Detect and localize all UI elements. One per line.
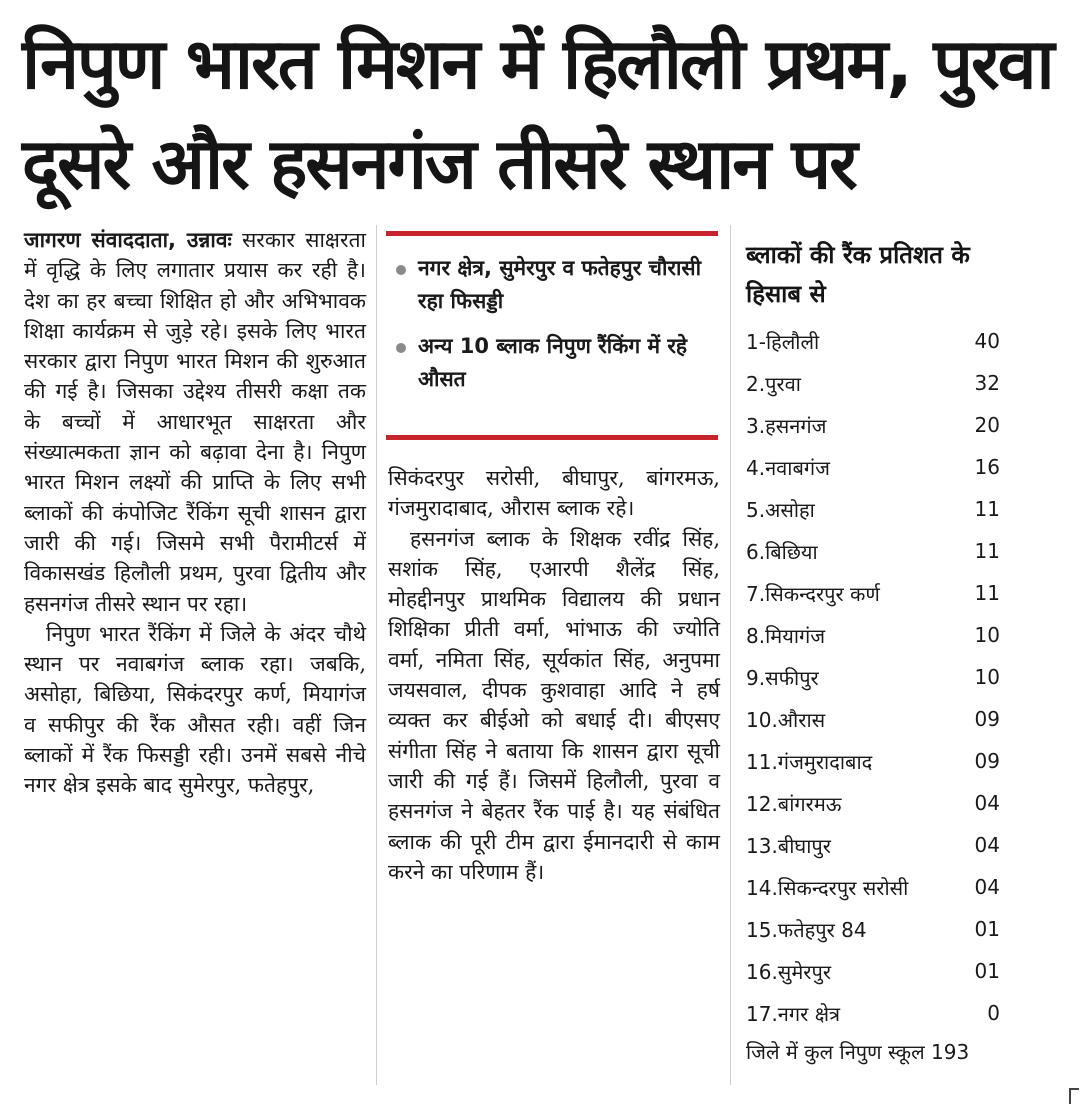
sidebar-title: ब्लाकों की रैंक प्रतिशत के हिसाब से xyxy=(746,241,970,308)
rank-row xyxy=(746,992,1006,1034)
rank-value: 09 xyxy=(974,707,1000,731)
rank-row xyxy=(746,446,1006,488)
article-paragraph-3: सिकंदरपुर सरोसी, बीघापुर, बांगरमऊ, गंजमुरादाबाद, औरास ब्लाक रहे। xyxy=(388,466,720,521)
rank-value: 04 xyxy=(974,833,1000,857)
rank-label: 2.पुरवा xyxy=(746,371,801,396)
rank-value: 11 xyxy=(974,497,1000,521)
rank-label: 8.मियागंज xyxy=(746,623,826,648)
rank-value: 04 xyxy=(974,875,1000,899)
rank-value: 32 xyxy=(974,371,1000,395)
highlight-rule-bottom xyxy=(386,435,718,440)
article-paragraph-1-text: सरकार साक्षरता में वृद्धि के लिए लगातार प्रयास कर रही है। देश का हर बच्चा शिक्षित हो और अभिभावक शिक्षा कार्यक्रम से जुड़े रहे। इसके लिए भारत सरकार द्वारा निपुण भारत मिशन की शुरुआत की गई है। जिसका उद्देश्य तीसरी कक्षा तक के बच्चों में आधारभूत साक्षरता और संख्यात्मकता ज्ञान को बढ़ावा देना है। निपुण भारत मिशन लक्ष्यों की प्राप्ति के लिए सभी ब्लाकों की कंपोजिट रैंकिंग सूची शासन द्वारा जारी की गई। जिसमे सभी पैरामीटर्स में विकासखंड हिलौली प्रथम, पुरवा द्वितीय और हसनगंज तीसरे स्थान पर रहा। xyxy=(24,228,366,616)
rank-label: 15.फतेहपुर 84 xyxy=(746,917,867,942)
rank-label: 1-हिलौली xyxy=(746,329,820,354)
rank-list xyxy=(746,320,1006,1034)
rank-row xyxy=(746,698,1006,740)
rank-row xyxy=(746,614,1006,656)
rank-row xyxy=(746,908,1006,950)
highlight-item xyxy=(394,252,714,318)
byline: जागरण संवाददाता, उन्नावः xyxy=(24,228,232,252)
rank-row xyxy=(746,824,1006,866)
rank-row xyxy=(746,740,1006,782)
headline xyxy=(22,14,1072,214)
rank-row xyxy=(746,488,1006,530)
article-paragraph-1 xyxy=(24,225,366,619)
rank-row xyxy=(746,656,1006,698)
highlight-text: अन्य 10 ब्लाक निपुण रैंकिंग में रहे औसत xyxy=(418,334,688,391)
rank-label: 16.सुमेरपुर xyxy=(746,959,832,984)
highlights-box xyxy=(394,252,714,408)
rank-sidebar xyxy=(746,236,1006,1065)
rank-value: 10 xyxy=(974,665,1000,689)
rank-row xyxy=(746,950,1006,992)
column-separator xyxy=(730,225,731,1085)
rank-label: 6.बिछिया xyxy=(746,539,818,564)
rank-label: 17.नगर क्षेत्र xyxy=(746,1001,841,1026)
rank-label: 10.औरास xyxy=(746,707,826,732)
rank-value: 0 xyxy=(987,1001,1000,1025)
rank-label: 7.सिकन्दरपुर कर्ण xyxy=(746,581,880,606)
rank-row xyxy=(746,530,1006,572)
rank-value: 10 xyxy=(974,623,1000,647)
rank-label: 3.हसनगंज xyxy=(746,413,827,438)
column-separator xyxy=(376,225,377,1085)
rank-label: 5.असोहा xyxy=(746,497,815,522)
highlight-text: नगर क्षेत्र, सुमेरपुर व फतेहपुर चौरासी रहा फिसड्डी xyxy=(418,256,702,313)
highlight-item xyxy=(394,330,714,396)
article-paragraph-2: निपुण भारत रैंकिंग में जिले के अंदर चौथे स्थान पर नवाबगंज ब्लाक रहा। जबकि, असोहा, बिछिया, सिकंदरपुर कर्ण, मियागंज व सफीपुर की रैंक औसत रही। वहीं जिन ब्लाकों में रैंक फिसड्डी रही। उनमें सबसे नीचे नगर क्षेत्र इसके बाद सुमेरपुर, फतेहपुर, xyxy=(24,621,366,798)
article-column-1 xyxy=(24,225,366,801)
rank-label: 9.सफीपुर xyxy=(746,665,819,690)
rank-value: 04 xyxy=(974,791,1000,815)
rank-row xyxy=(746,782,1006,824)
sidebar-footer: जिले में कुल निपुण स्कूल 193 xyxy=(746,1040,970,1064)
article-column-2 xyxy=(388,463,720,887)
headline-line-2: दूसरे और हसनगंज तीसरे स्थान पर xyxy=(22,123,856,205)
headline-line-1: निपुण भारत मिशन में हिलौली प्रथम, पुरवा xyxy=(22,23,1053,105)
rank-row xyxy=(746,572,1006,614)
rank-row xyxy=(746,866,1006,908)
rank-label: 12.बांगरमऊ xyxy=(746,791,842,816)
rank-value: 09 xyxy=(974,749,1000,773)
bullet-icon xyxy=(396,343,406,353)
rank-value: 16 xyxy=(974,455,1000,479)
rank-value: 20 xyxy=(974,413,1000,437)
rank-value: 11 xyxy=(974,539,1000,563)
rank-label: 14.सिकन्दरपुर सरोसी xyxy=(746,875,909,900)
rank-value: 01 xyxy=(974,917,1000,941)
rank-label: 13.बीघापुर xyxy=(746,833,831,858)
highlight-rule-top xyxy=(386,231,718,236)
crop-mark xyxy=(1069,1088,1079,1104)
bullet-icon xyxy=(396,265,406,275)
article-paragraph-4: हसनगंज ब्लाक के शिक्षक रवींद्र सिंह, सशांक सिंह, एआरपी शैलेंद्र सिंह, मोहद्दीनपुर प्राथमिक विद्यालय की प्रधान शिक्षिका प्रीती वर्मा, भांभाऊ की ज्योति वर्मा, नमिता सिंह, सूर्यकांत सिंह, अनुपमा जयसवाल, दीपक कुशवाहा आदि ने हर्ष व्यक्त कर बीईओ को बधाई दी। बीएसए संगीता सिंह ने बताया कि शासन द्वारा सूची जारी की गई हैं। जिसमें हिलौली, पुरवा व हसनगंज ने बेहतर रैंक पाई है। यह संबंधित ब्लाक की पूरी टीम द्वारा ईमानदारी से काम करने का परिणाम हैं। xyxy=(388,526,720,884)
rank-label: 11.गंजमुरादाबाद xyxy=(746,749,873,774)
rank-value: 11 xyxy=(974,581,1000,605)
rank-row xyxy=(746,404,1006,446)
rank-value: 01 xyxy=(974,959,1000,983)
rank-value: 40 xyxy=(974,329,1000,353)
rank-row xyxy=(746,362,1006,404)
rank-row xyxy=(746,320,1006,362)
rank-label: 4.नवाबगंज xyxy=(746,455,831,480)
